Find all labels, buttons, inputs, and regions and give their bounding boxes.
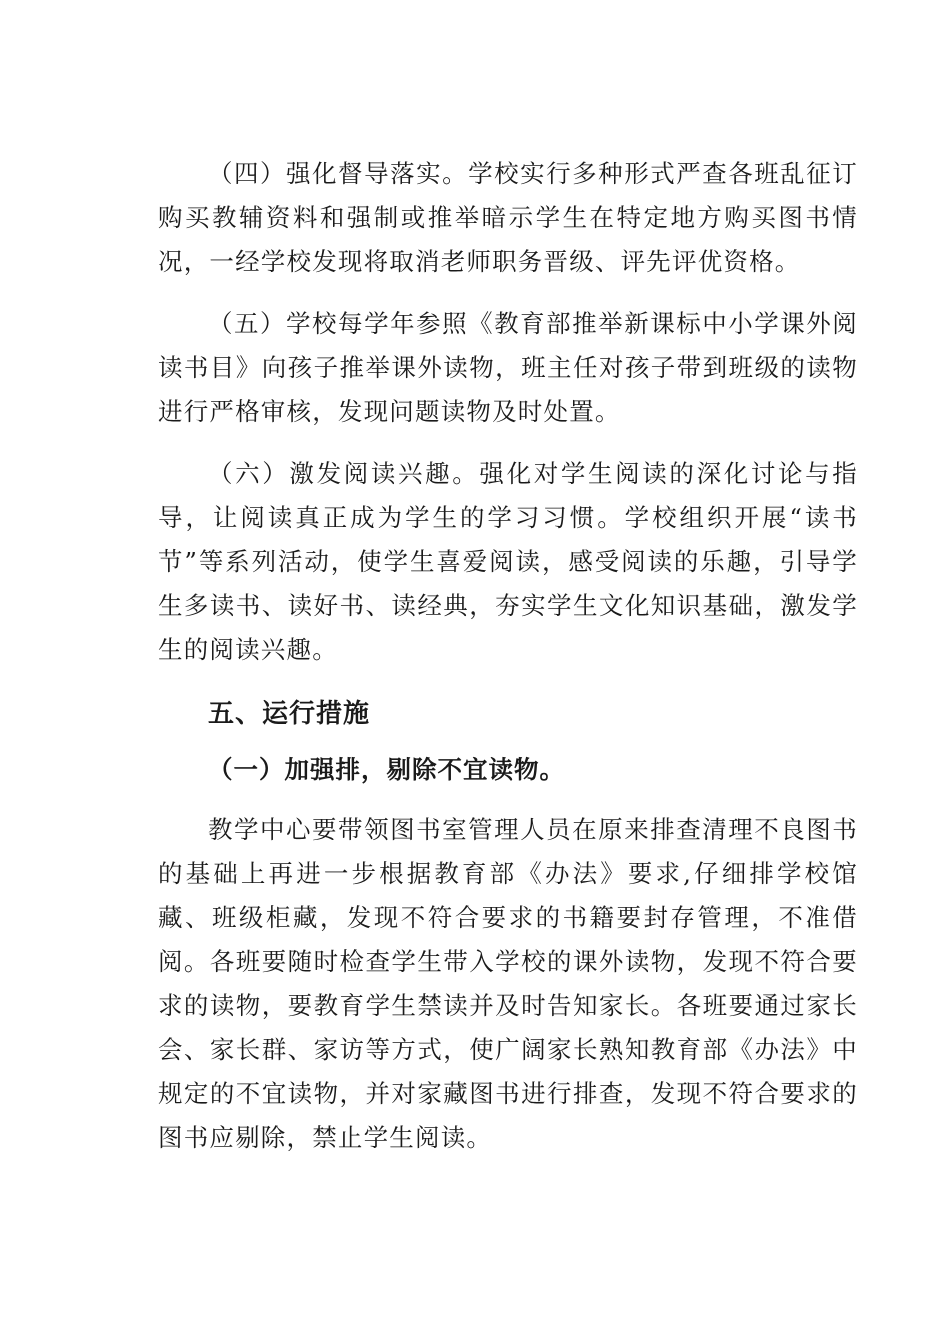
paragraph-reading-interest: （六）激发阅读兴趣。强化对学生阅读的深化讨论与指导，让阅读真正成为学生的学习习惯。学校组织开展“读书节”等系列活动，使学生喜爱阅读，感受阅读的乐趣，引导学生多读书、读好书、读经典，夯实学生文化知识基础，激发学生的阅读兴趣。 xyxy=(158,459,858,664)
paragraph-inspection: 教学中心要带领图书室管理人员在原来排查清理不良图书的基础上再进一步根据教育部《办法》要求,仔细排学校馆藏、班级柜藏，发现不符合要求的书籍要封存管理，不准借阅。各班要随时检查学生带入学校的课外读物，发现不符合要求的读物，要教育学生禁读并及时告知家长。各班要通过家长会、家长群、家访等方式，使广阔家长熟知教育部《办法》中规定的不宜读物，并对家藏图书进行排查，发现不符合要求的图书应剔除，禁止学生阅读。 xyxy=(158,815,858,1152)
paragraph-reading-list: （五）学校每学年参照《教育部推举新课标中小学课外阅读书目》向孩子推举课外读物，班主任对孩子带到班级的读物进行严格审核，发现问题读物及时处置。 xyxy=(158,309,858,426)
sub-heading: （一）加强排，剔除不宜读物。 xyxy=(208,755,565,784)
paragraph-supervision: （四）强化督导落实。学校实行多种形式严查各班乱征订购买教辅资料和强制或推举暗示学生在特定地方购买图书情况，一经学校发现将取消老师职务晋级、评先评优资格。 xyxy=(158,159,858,276)
section-heading: 五、运行措施 xyxy=(208,699,371,729)
